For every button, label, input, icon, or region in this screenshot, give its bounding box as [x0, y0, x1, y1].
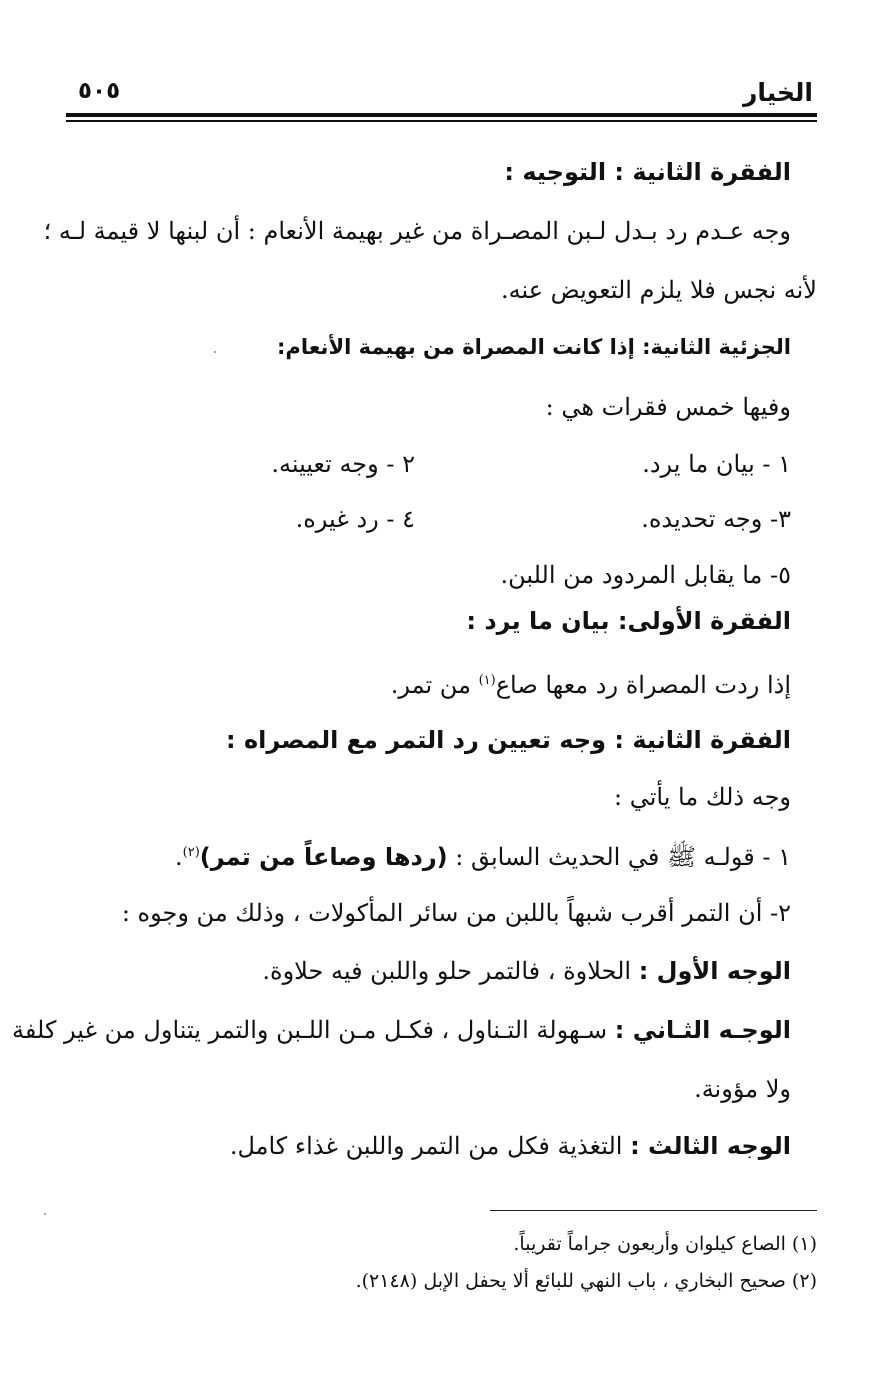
list-item: ٥- ما يقابل المردود من اللبن. — [500, 561, 791, 589]
footnote-ref-2: (٢) — [182, 845, 200, 860]
subsection-heading: الجزئية الثانية: إذا كانت المصراة من بهيمة الأنعام: — [277, 335, 791, 359]
header-rule-thick — [66, 113, 817, 117]
paragraph-line: وجه ذلك ما يأتي : — [614, 783, 791, 811]
list-item: ٤ - رد غيره. — [295, 505, 415, 533]
paragraph-line — [230, 1128, 791, 1164]
list-item: ١ - بيان ما يرد. — [642, 450, 791, 478]
scan-speck — [214, 351, 216, 353]
paragraph-text: الحلاوة ، فالتمر حلو واللبن فيه حلاوة. — [262, 957, 639, 985]
list-item: ٢ - وجه تعيينه. — [271, 450, 415, 478]
paragraph-line — [175, 835, 791, 875]
scan-speck — [44, 1213, 46, 1215]
paragraph-line — [11, 1012, 791, 1048]
footnote-separator — [490, 1210, 817, 1211]
paragraph-line: لأنه نجس فلا يلزم التعويض عنه. — [500, 276, 817, 304]
page-header — [70, 68, 813, 108]
running-title: الخيار — [743, 78, 813, 107]
list-item: ٣- وجه تحديده. — [641, 505, 791, 533]
paragraph-text: سـهولة التـناول ، فكـل مـن اللـبن والتمر يتناول من غير كلفة — [11, 1016, 615, 1044]
paragraph-text: ١ - قولـه ﷺ في الحديث السابق : — [447, 843, 791, 871]
footnote-1: (١) الصاع كيلوان وأربعون جراماً تقريباً. — [513, 1233, 817, 1255]
paragraph-line: ٢- أن التمر أقرب شبهاً باللبن من سائر المأكولات ، وذلك من وجوه : — [121, 899, 791, 927]
header-rule-thin — [66, 120, 817, 122]
paragraph-line — [262, 953, 791, 989]
aspect-label: الوجه الثالث : — [630, 1132, 791, 1160]
section-heading-dates-reason: الفقرة الثانية : وجه تعيين رد التمر مع المصراه : — [226, 726, 791, 754]
hadith-quote: (ردها وصاعاً من تمر) — [199, 843, 448, 871]
footnote-ref-1: (١) — [478, 673, 496, 688]
footnote-2: (٢) صحيح البخاري ، باب النهي للبائع ألا يحفل الإبل (٢١٤٨). — [355, 1270, 817, 1292]
aspect-label: الوجه الأول : — [638, 957, 791, 985]
paragraph-line: وجه عـدم رد بـدل لـبن المصـراة من غير بهيمة الأنعام : أن لبنها لا قيمة لـه ؛ — [43, 217, 791, 245]
section-heading-what-returned: الفقرة الأولى: بيان ما يرد : — [466, 607, 791, 635]
paragraph-line: ولا مؤونة. — [694, 1075, 791, 1103]
paragraph-text: . — [175, 843, 183, 871]
page-number: ٥٠٥ — [78, 78, 121, 104]
list-intro: وفيها خمس فقرات هي : — [545, 393, 791, 421]
paragraph-text: التغذية فكل من التمر واللبن غذاء كامل. — [229, 1132, 631, 1160]
aspect-label: الوجـه الثـاني : — [614, 1016, 791, 1044]
paragraph-text: من تمر. — [390, 671, 479, 699]
paragraph-line — [391, 663, 791, 703]
section-heading-guidance: الفقرة الثانية : التوجيه : — [504, 158, 791, 186]
paragraph-text: إذا ردت المصراة رد معها صاع — [495, 671, 791, 699]
